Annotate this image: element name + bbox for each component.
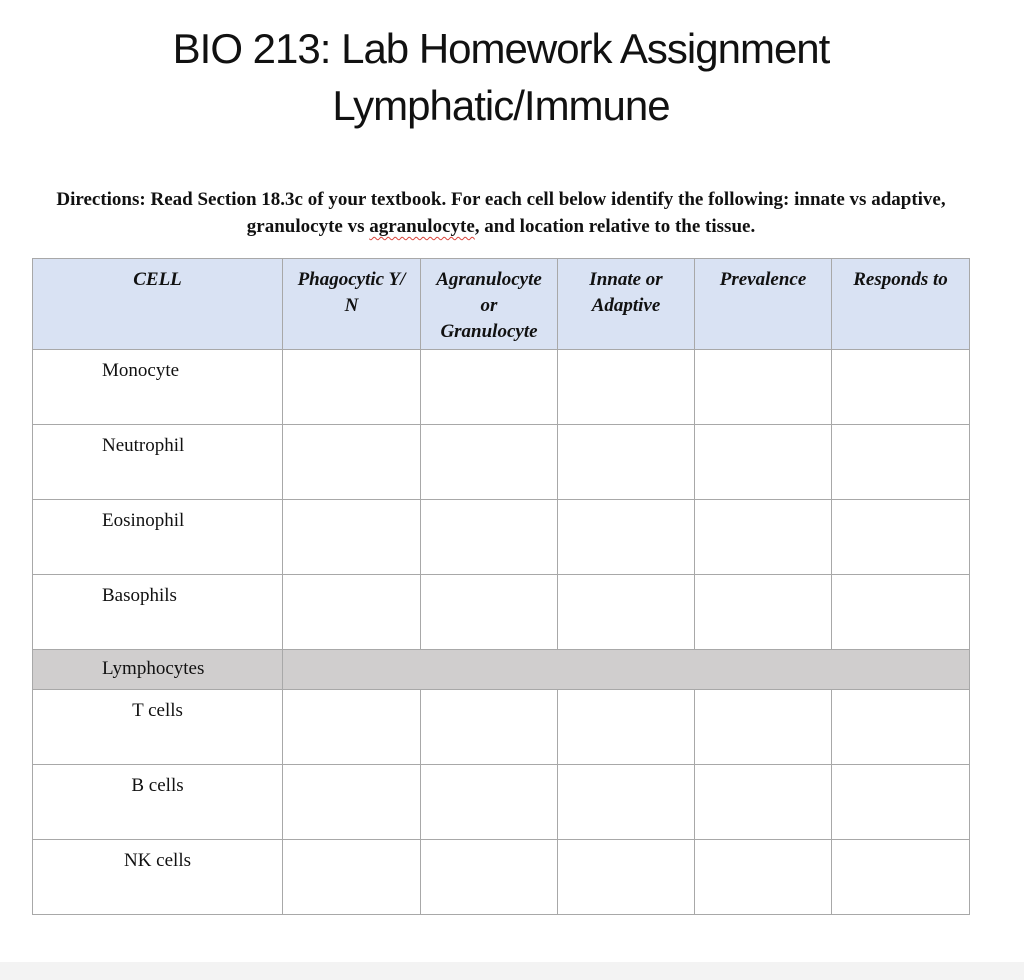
table-cell-input[interactable] <box>421 765 558 840</box>
table-cell-input[interactable] <box>558 690 695 765</box>
table-cell-input[interactable] <box>283 500 421 575</box>
title-line-2: Lymphatic/Immune <box>332 82 670 129</box>
table-row-basophils <box>33 575 970 650</box>
row-label-monocyte[interactable]: Monocyte <box>33 350 283 425</box>
table-cell-input[interactable] <box>695 690 832 765</box>
table-cell-input[interactable] <box>283 690 421 765</box>
header-agranulocyte-line3: Granulocyte <box>440 321 538 342</box>
table-row-lymphocytes-group <box>33 650 970 690</box>
header-agranulocyte-line1: Agranulocyte <box>436 269 542 290</box>
table-row-neutrophil <box>33 425 970 500</box>
row-label-b-cells[interactable]: B cells <box>33 765 283 840</box>
table-cell-input[interactable] <box>558 425 695 500</box>
header-responds-label: Responds to <box>853 269 948 290</box>
table-row-b-cells <box>33 765 970 840</box>
table-cell-input[interactable] <box>695 500 832 575</box>
table-cell-input[interactable] <box>695 575 832 650</box>
cell-table <box>32 258 970 915</box>
table-row-t-cells <box>33 690 970 765</box>
header-innate-line2: Adaptive <box>591 295 661 316</box>
header-responds-to[interactable] <box>832 259 970 350</box>
row-label-neutrophil[interactable]: Neutrophil <box>33 425 283 500</box>
table-cell-input[interactable] <box>283 350 421 425</box>
header-agranulocyte-line2: or <box>480 295 498 316</box>
table-cell-input[interactable] <box>283 425 421 500</box>
directions-text-start: Directions: Read Section 18.3c of your textbook. For each cell below identify the following: innate vs adaptive, granulocyte vs <box>56 189 946 237</box>
table-cell-input[interactable] <box>283 575 421 650</box>
table-cell-input[interactable] <box>283 840 421 915</box>
table-header-row <box>33 259 970 350</box>
table-cell-input[interactable] <box>421 575 558 650</box>
table-cell-input[interactable] <box>421 840 558 915</box>
table-cell-input[interactable] <box>421 425 558 500</box>
table-cell-input[interactable] <box>695 840 832 915</box>
table-row-eosinophil <box>33 500 970 575</box>
row-label-eosinophil[interactable]: Eosinophil <box>33 500 283 575</box>
table-cell-input[interactable] <box>695 765 832 840</box>
table-cell-input[interactable] <box>421 500 558 575</box>
table-cell-input[interactable] <box>832 840 970 915</box>
lymphocytes-shaded-span <box>283 650 970 690</box>
header-prevalence-label: Prevalence <box>719 269 807 290</box>
header-cell-label: CELL <box>133 269 182 290</box>
table-cell-input[interactable] <box>283 765 421 840</box>
page-bottom-edge <box>0 962 1024 980</box>
table-cell-input[interactable] <box>832 690 970 765</box>
table-cell-input[interactable] <box>421 350 558 425</box>
title-line-1: BIO 213: Lab Homework Assignment <box>172 25 830 72</box>
header-innate-adaptive[interactable] <box>558 259 695 350</box>
header-phagocytic-line1: Phagocytic Y/ <box>297 269 406 290</box>
header-innate-line1: Innate or <box>589 269 663 290</box>
table-cell-input[interactable] <box>832 350 970 425</box>
row-label-nk-cells[interactable]: NK cells <box>33 840 283 915</box>
table-cell-input[interactable] <box>558 765 695 840</box>
table-cell-input[interactable] <box>558 575 695 650</box>
header-cell[interactable] <box>33 259 283 350</box>
header-phagocytic-line2: N <box>344 295 359 316</box>
table-cell-input[interactable] <box>558 500 695 575</box>
table-cell-input[interactable] <box>832 500 970 575</box>
table-cell-input[interactable] <box>832 765 970 840</box>
row-label-basophils[interactable]: Basophils <box>33 575 283 650</box>
row-label-lymphocytes[interactable]: Lymphocytes <box>33 650 283 690</box>
header-prevalence[interactable] <box>695 259 832 350</box>
table-cell-input[interactable] <box>558 350 695 425</box>
directions-text-end: , and location relative to the tissue. <box>474 216 756 237</box>
table-row-nk-cells <box>33 840 970 915</box>
directions-text <box>40 186 962 240</box>
header-phagocytic[interactable] <box>283 259 421 350</box>
table-cell-input[interactable] <box>832 575 970 650</box>
spellcheck-flagged-word[interactable]: agranulocyte <box>369 216 475 237</box>
table-row-monocyte <box>33 350 970 425</box>
table-cell-input[interactable] <box>832 425 970 500</box>
table-cell-input[interactable] <box>558 840 695 915</box>
table-cell-input[interactable] <box>421 690 558 765</box>
header-agranulocyte[interactable] <box>421 259 558 350</box>
table-cell-input[interactable] <box>695 425 832 500</box>
table-cell-input[interactable] <box>695 350 832 425</box>
row-label-t-cells[interactable]: T cells <box>33 690 283 765</box>
